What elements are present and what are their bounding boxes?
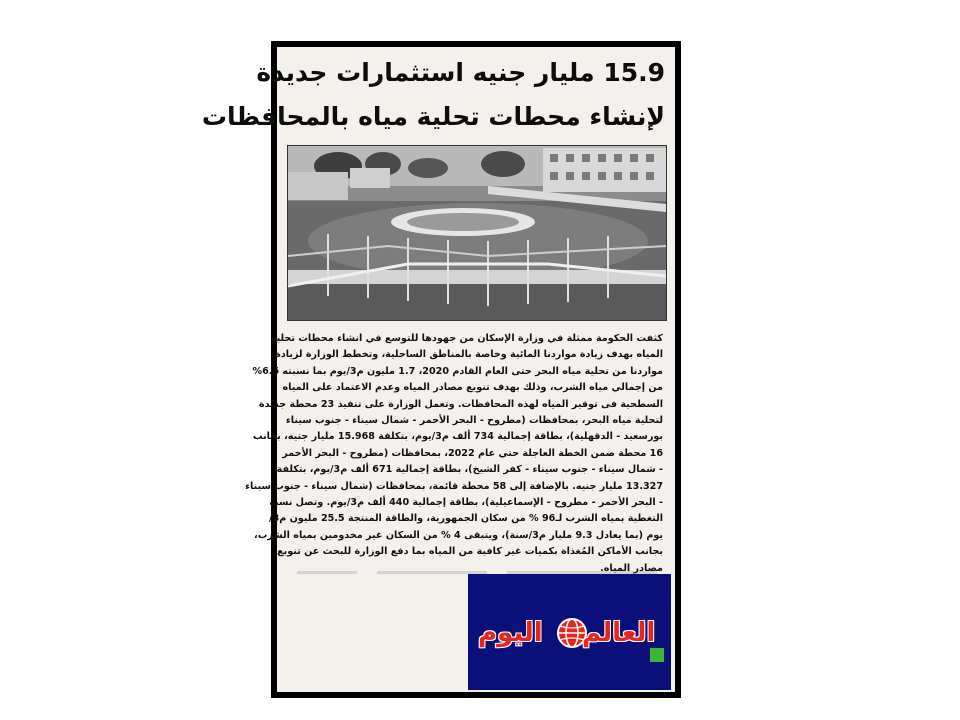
desalination-plant-photo <box>287 145 667 321</box>
article-line: من إجمالي مياه الشرب، وذلك بهدف تنويع مصادر المياه وعدم الاعتماد على المياه <box>282 382 663 394</box>
logo-accent <box>650 648 664 662</box>
article-line: المياه بهدف زيادة مواردنا المائية وخاصة بالمناطق الساحلية، وتخطط الوزارة لزيادة <box>275 349 663 361</box>
article-line: بجانب الأماكن المُغذاة بكميات غير كافية من المياه بما دفع الوزارة للبحث عن تنويع <box>277 546 663 558</box>
article-line: التغطية بمياه الشرب لـ96 % من سكان الجمهورية، والطاقة المنتجة 25.5 مليون م3/ <box>269 513 663 525</box>
article-line: بورسعيد - الدقهلية)، بطاقة إجمالية 734 ألف م3/يوم، بتكلفة 15.968 مليار جنيه، بجانب <box>252 431 663 443</box>
logo-word-alyoum: اليوم <box>478 618 543 648</box>
article-line: 16 محطة ضمن الخطة العاجلة حتي عام 2022، بمحافظات (مطروح - البحر الأحمر <box>282 447 663 459</box>
article-headline <box>201 51 665 147</box>
article-line: يوم (بما يعادل 9.3 مليار م3/سنة)، ويتبقى 4 % من السكان غير مخدومين بمياه الشرب، <box>254 529 663 541</box>
article-line: مصادر المياه. <box>600 562 663 574</box>
article-line: - شمال سيناء - جنوب سيناء - كفر الشيخ)، بطاقة إجمالية 671 ألف م3/يوم، بتكلفة <box>276 464 663 476</box>
newspaper-logo <box>468 574 671 690</box>
article-line: مواردنا من تحلية مياه البحر حتى العام القادم 2020، 1.7 مليون م3/يوم بما نسبته 6.6% <box>252 365 663 377</box>
article-line: لتحلية مياه البحر، بمحافظات (مطروح - البحر الأحمر - شمال سيناء - جنوب سيناء <box>285 415 663 427</box>
headline-line-2: لإنشاء محطات تحلية مياه بالمحافظات <box>201 102 665 131</box>
article-line: - البحر الأحمر - مطروح - الإسماعيلية)، بطاقة إجمالية 440 ألف م3/يوم. وتصل نسبة <box>269 497 663 509</box>
clipping-paper <box>201 47 675 692</box>
logo-wordmark <box>478 612 664 656</box>
headline-line-1: 15.9 مليار جنيه استثمارات جديدة <box>256 58 665 87</box>
logo-word-alalam: العالم <box>582 618 656 648</box>
article-body <box>245 331 663 577</box>
article-line: كثفت الحكومة ممثلة في وزارة الإسكان من جهودها للتوسع في انشاء محطات تحلية <box>270 333 663 344</box>
article-line: السطحية فى توفير المياه لهذه المحافظات. وتعمل الوزارة على تنفيذ 23 محطة جديدة <box>258 398 663 410</box>
article-line: 13.327 مليار جنيه. بالإضافة إلى 58 محطة قائمة، بمحافظات (شمال سيناء - جنوب سيناء <box>245 480 663 492</box>
newspaper-clipping <box>201 41 681 698</box>
